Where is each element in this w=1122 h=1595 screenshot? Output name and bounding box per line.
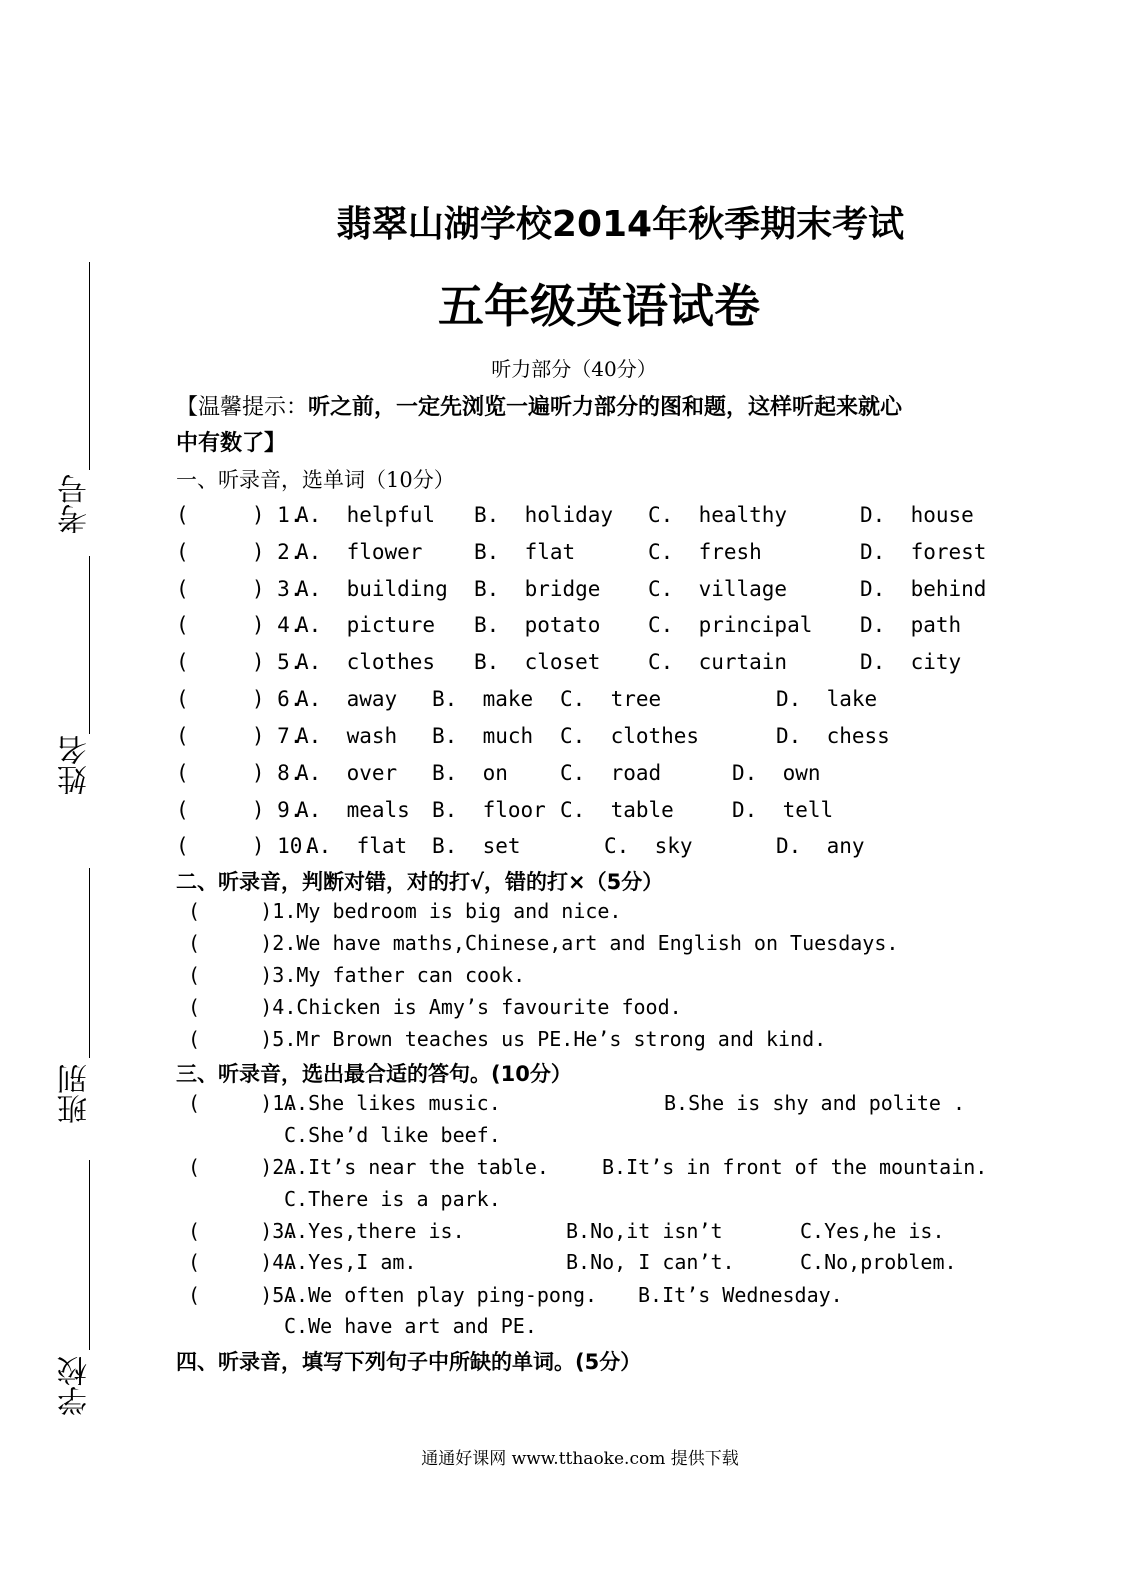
question-number: ( ) 4.: [176, 613, 303, 637]
question-number: ( ) 8.: [176, 761, 303, 785]
section2-item: ( )1.My bedroom is big and nice.: [188, 899, 622, 923]
option-c: C. healthy: [648, 503, 788, 527]
option-a: A. away: [296, 687, 398, 711]
footer: 通通好课网 www.tthaoke.com 提供下载: [421, 1449, 739, 1469]
section2-item: ( )3.My father can cook.: [188, 963, 526, 987]
option-b: B. make: [432, 687, 534, 711]
option-c: C. clothes: [560, 724, 700, 748]
question-number: ( ) 2.: [176, 540, 303, 564]
s3-opt-b: B.No,it isn’t: [566, 1219, 723, 1243]
option-c: C. fresh: [648, 540, 762, 564]
s3-opt-a: A.We often play ping-pong.: [284, 1283, 598, 1307]
option-b: B. floor: [432, 798, 546, 822]
option-c: C. table: [560, 798, 674, 822]
option-d: D. own: [732, 761, 821, 785]
s3-opt-a: A.She likes music.: [284, 1091, 501, 1115]
option-c: C. curtain: [648, 650, 788, 674]
section2-item: ( )4.Chicken is Amy’s favourite food.: [188, 995, 682, 1019]
question-number: ( ) 6.: [176, 687, 303, 711]
question-number: ( ) 7.: [176, 724, 303, 748]
margin-label-class: 班别: [58, 1064, 93, 1124]
question-number: ( ) 1.: [176, 503, 303, 527]
option-c: C. tree: [560, 687, 662, 711]
option-a: A. flat: [306, 834, 408, 858]
option-c: C. village: [648, 577, 788, 601]
listening-header: 听力部分（40分）: [491, 357, 657, 381]
option-d: D. house: [860, 503, 974, 527]
tip-line-1: [176, 390, 902, 421]
margin-line-3: [89, 868, 90, 1058]
option-b: B. flat: [474, 540, 576, 564]
margin-line-2: [89, 556, 90, 734]
option-b: B. holiday: [474, 503, 614, 527]
option-d: D. forest: [860, 540, 987, 564]
question-number: ( ) 3.: [176, 577, 303, 601]
question-number: ( ) 10.: [176, 834, 316, 858]
section2-heading: 二、听录音，判断对错，对的打√，错的打×（5分）: [176, 870, 664, 894]
option-d: D. path: [860, 613, 962, 637]
s3-num: ( )5.: [188, 1283, 297, 1307]
section2-item: ( )2.We have maths,Chinese,art and English on Tuesdays.: [188, 931, 899, 955]
margin-label-exam-number: 考号: [58, 474, 93, 534]
option-b: B. closet: [474, 650, 601, 674]
option-b: B. set: [432, 834, 521, 858]
s3-opt-c: C.We have art and PE.: [284, 1314, 537, 1338]
s3-opt-c: C.No,problem.: [800, 1250, 957, 1274]
option-c: C. sky: [604, 834, 693, 858]
s3-opt-b: B.No, I can’t.: [566, 1250, 735, 1274]
margin-label-name: 姓名: [58, 735, 93, 795]
option-b: B. much: [432, 724, 534, 748]
option-a: A. building: [296, 577, 448, 601]
option-b: B. bridge: [474, 577, 601, 601]
section4-heading: 四、听录音，填写下列句子中所缺的单词。(5分）: [176, 1350, 642, 1374]
option-b: B. potato: [474, 613, 601, 637]
s3-num: ( )2.: [188, 1155, 297, 1179]
option-c: C. principal: [648, 613, 813, 637]
s3-opt-a: A.It’s near the table.: [284, 1155, 549, 1179]
option-a: A. flower: [296, 540, 423, 564]
option-a: A. helpful: [296, 503, 436, 527]
s3-num: ( )4.: [188, 1250, 297, 1274]
tip-label: 【温馨提示：: [176, 395, 309, 420]
option-d: D. lake: [776, 687, 878, 711]
question-number: ( ) 9.: [176, 798, 303, 822]
option-a: A. clothes: [296, 650, 436, 674]
option-b: B. on: [432, 761, 508, 785]
s3-opt-a: A.Yes,I am.: [284, 1250, 417, 1274]
s3-opt-b: B.It’s in front of the mountain.: [602, 1155, 988, 1179]
tip-text: 听之前，一定先浏览一遍听力部分的图和题，这样听起来就心: [308, 395, 903, 420]
question-number: ( ) 5.: [176, 650, 303, 674]
section3-heading: 三、听录音，选出最合适的答句。(10分）: [176, 1062, 572, 1086]
s3-opt-a: A.Yes,there is.: [284, 1219, 465, 1243]
s3-opt-c: C.There is a park.: [284, 1187, 501, 1211]
option-d: D. behind: [860, 577, 987, 601]
option-d: D. tell: [732, 798, 834, 822]
s3-opt-c: C.She’d like beef.: [284, 1123, 501, 1147]
tip-line-2: [176, 426, 286, 457]
section1-heading: 一、听录音，选单词（10分）: [176, 468, 455, 492]
s3-num: ( )3.: [188, 1219, 297, 1243]
s3-opt-b: B.It’s Wednesday.: [638, 1283, 843, 1307]
option-a: A. over: [296, 761, 398, 785]
margin-label-school: 学校: [58, 1356, 93, 1416]
tip-text-2: 中有数了】: [176, 431, 287, 456]
option-a: A. meals: [296, 798, 410, 822]
option-d: D. chess: [776, 724, 890, 748]
option-c: C. road: [560, 761, 662, 785]
option-d: D. city: [860, 650, 962, 674]
option-a: A. picture: [296, 613, 436, 637]
exam-title: 翡翠山湖学校2014年秋季期末考试: [335, 204, 905, 245]
section2-item: ( )5.Mr Brown teaches us PE.He’s strong and kind.: [188, 1027, 827, 1051]
s3-opt-c: C.Yes,he is.: [800, 1219, 945, 1243]
option-d: D. any: [776, 834, 865, 858]
exam-subtitle: 五年级英语试卷: [438, 279, 760, 333]
s3-num: ( )1.: [188, 1091, 297, 1115]
option-a: A. wash: [296, 724, 398, 748]
margin-line-4: [89, 1160, 90, 1350]
s3-opt-b: B.She is shy and polite .: [664, 1091, 966, 1115]
